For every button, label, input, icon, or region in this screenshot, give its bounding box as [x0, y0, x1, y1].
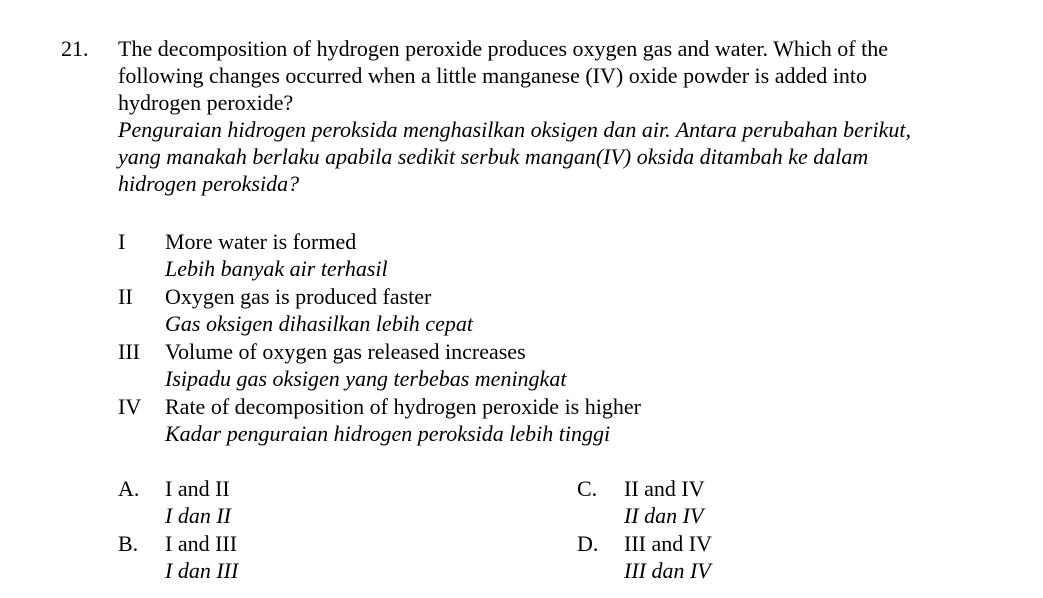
statement-english: Volume of oxygen gas released increases [165, 339, 526, 364]
question-stem [118, 35, 1018, 197]
statement-malay: Kadar penguraian hidrogen peroksida lebih tinggi [165, 421, 611, 446]
option-malay: III dan IV [624, 558, 711, 583]
question-malay-line-2: yang manakah berlaku apabila sedikit serbuk mangan(IV) oksida ditambah ke dalam [118, 144, 869, 169]
option-letter: B. [118, 531, 139, 556]
statement-english: Rate of decomposition of hydrogen peroxide is higher [165, 394, 641, 419]
option-english: III and IV [624, 531, 712, 556]
question-number: 21. [61, 36, 89, 61]
statement-english: Oxygen gas is produced faster [165, 284, 432, 309]
statement-numeral: IV [118, 394, 142, 419]
question-malay-line-3: hidrogen peroksida? [118, 171, 300, 196]
question-english-line-1: The decomposition of hydrogen peroxide produces oxygen gas and water. Which of the [118, 36, 888, 61]
option-english: I and III [165, 531, 238, 556]
option-english: II and IV [624, 476, 705, 501]
statement-numeral: III [118, 339, 140, 364]
option-malay: I dan II [165, 503, 231, 528]
question-english-line-2: following changes occurred when a little manganese (IV) oxide powder is added into [118, 63, 867, 88]
option-letter: C. [577, 476, 598, 501]
question-malay-line-1: Penguraian hidrogen peroksida menghasilkan oksigen dan air. Antara perubahan berikut, [118, 117, 911, 142]
statement-english: More water is formed [165, 229, 357, 254]
statement-malay: Gas oksigen dihasilkan lebih cepat [165, 311, 473, 336]
statement-numeral: I [118, 229, 126, 254]
option-letter: D. [577, 531, 599, 556]
statement-numeral: II [118, 284, 133, 309]
option-letter: A. [118, 476, 140, 501]
option-malay: I dan III [165, 558, 239, 583]
statement-malay: Lebih banyak air terhasil [165, 256, 388, 281]
statement-malay: Isipadu gas oksigen yang terbebas meningkat [165, 366, 567, 391]
option-malay: II dan IV [624, 503, 704, 528]
question-english-line-3: hydrogen peroxide? [118, 90, 294, 115]
option-english: I and II [165, 476, 230, 501]
